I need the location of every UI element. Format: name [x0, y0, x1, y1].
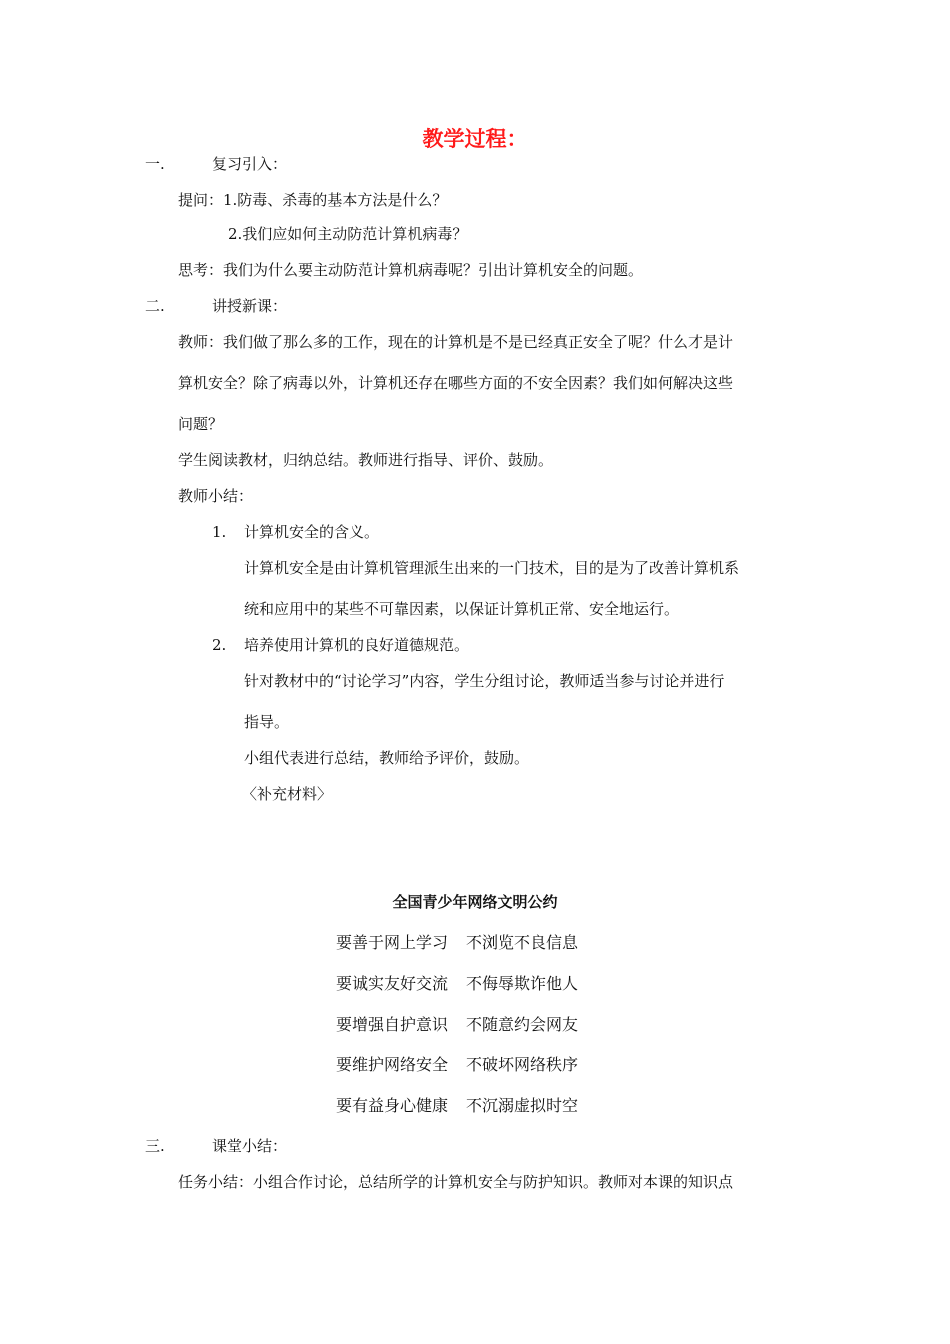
item-title-2: 培养使用计算机的良好道德规范。: [244, 636, 470, 654]
class-summary-text: 任务小结：小组合作讨论，总结所学的计算机安全与防护知识。教师对本课的知识点: [178, 1173, 734, 1191]
pact-row-b: 不破坏网络秩序: [466, 1055, 579, 1074]
section-number-3: 三.: [145, 1137, 165, 1155]
section-number-1: 一.: [145, 155, 165, 173]
pact-row: [336, 1054, 578, 1076]
pact-row-a: 要增强自护意识: [336, 1015, 449, 1034]
item-2-line-2: 指导。: [244, 713, 290, 731]
item-2-line-3: 小组代表进行总结，教师给予评价，鼓励。: [244, 749, 530, 767]
item-title-1: 计算机安全的含义。: [244, 523, 380, 541]
review-question-1: 提问：1.防毒、杀毒的基本方法是什么？: [178, 191, 448, 209]
student-activity: 学生阅读教材，归纳总结。教师进行指导、评价、鼓励。: [178, 451, 554, 469]
review-question-2: 2.我们应如何主动防范计算机病毒？: [228, 225, 468, 243]
section-heading-review: 复习引入：: [212, 155, 288, 173]
pact-row-a: 要维护网络安全: [336, 1055, 449, 1074]
section-heading-summary: 课堂小结：: [212, 1137, 288, 1155]
section-heading-lecture: 讲授新课：: [212, 297, 288, 315]
teacher-summary-label: 教师小结：: [178, 487, 254, 505]
teacher-line-2: 算机安全？除了病毒以外，计算机还存在哪些方面的不安全因素？我们如何解决这些: [178, 374, 734, 392]
teacher-line-3: 问题？: [178, 415, 224, 433]
item-2-line-1: 针对教材中的“讨论学习”内容，学生分组讨论，教师适当参与讨论并进行: [244, 672, 725, 690]
pact-row-b: 不沉溺虚拟时空: [466, 1096, 579, 1115]
pact-row: [336, 932, 578, 954]
pact-row: [336, 1095, 578, 1117]
pact-row-b: 不侮辱欺诈他人: [466, 974, 579, 993]
item-1-line-2: 统和应用中的某些不可靠因素，以保证计算机正常、安全地运行。: [244, 600, 680, 618]
item-1-line-1: 计算机安全是由计算机管理派生出来的一门技术，目的是为了改善计算机系: [244, 559, 740, 577]
pact-row-b: 不浏览不良信息: [466, 933, 579, 952]
pact-row-a: 要善于网上学习: [336, 933, 449, 952]
pact-row-b: 不随意约会网友: [466, 1015, 579, 1034]
pact-row: [336, 973, 578, 995]
supplementary-material-label: 〈补充材料〉: [242, 785, 333, 803]
pact-row-a: 要诚实友好交流: [336, 974, 449, 993]
page-title: 教学过程：: [422, 127, 528, 151]
review-think: 思考：我们为什么要主动防范计算机病毒呢？引出计算机安全的问题。: [178, 261, 644, 279]
item-number-1: 1.: [212, 523, 227, 541]
pact-title: 全国青少年网络文明公约: [392, 893, 558, 911]
teacher-line-1: 教师：我们做了那么多的工作，现在的计算机是不是已经真正安全了呢？什么才是计: [178, 333, 734, 351]
item-number-2: 2.: [212, 636, 227, 654]
section-number-2: 二.: [145, 297, 165, 315]
pact-row: [336, 1014, 578, 1036]
pact-row-a: 要有益身心健康: [336, 1096, 449, 1115]
